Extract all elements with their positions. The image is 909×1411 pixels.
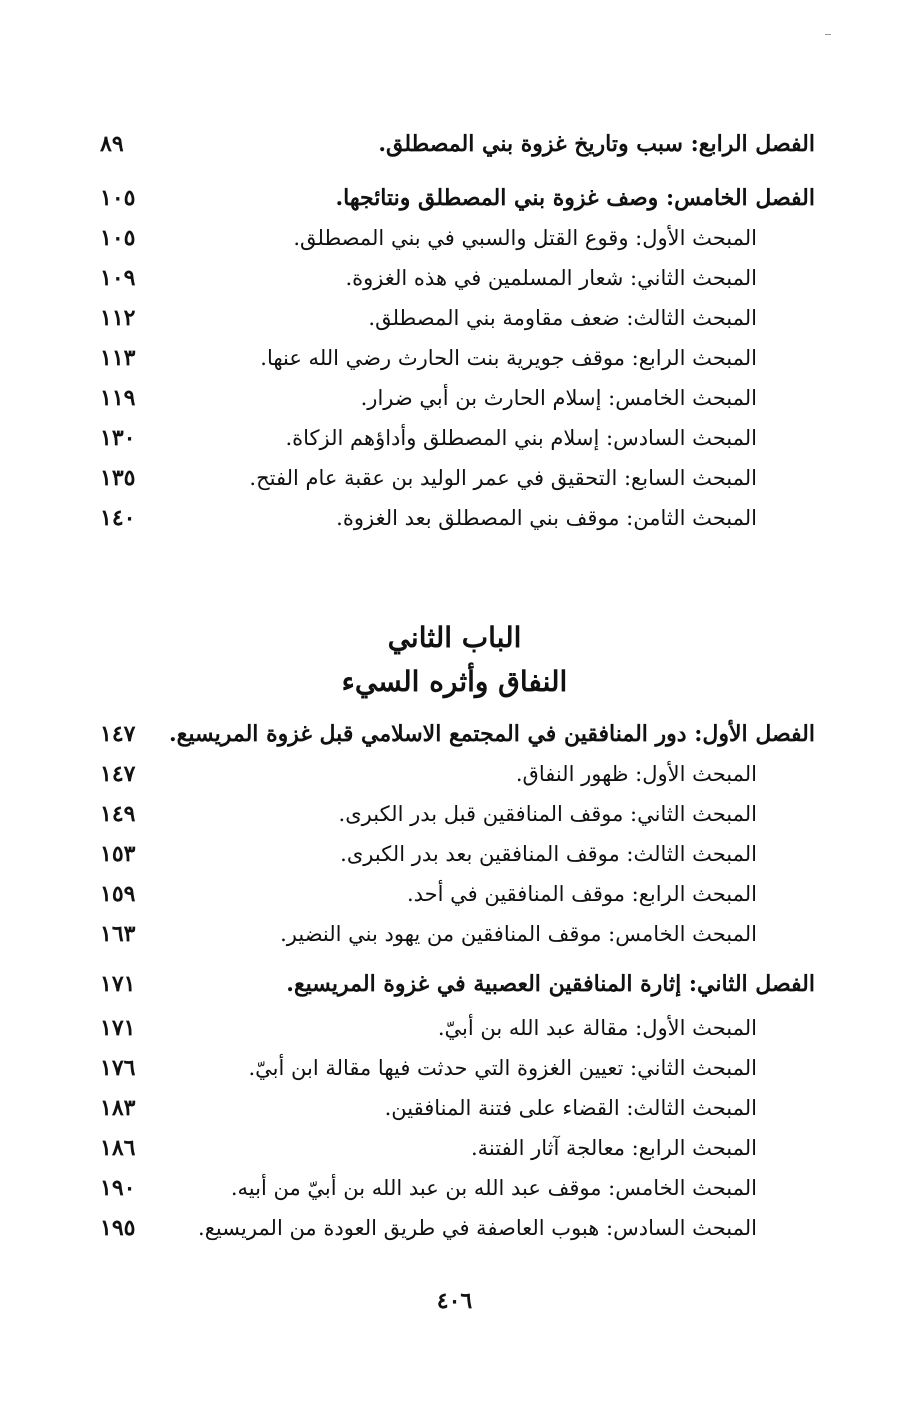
toc-subsection — [100, 916, 815, 952]
subsection-title: المبحث الرابع: موقف المنافقين في أحد. — [406, 882, 757, 906]
page-ref: ١٠٥ — [100, 225, 136, 251]
page-ref: ٨٩ — [100, 131, 124, 157]
chapter-title: وصف غزوة بني المصطلق ونتائجها. — [335, 185, 659, 211]
toc-subsection — [100, 500, 815, 536]
toc-subsection — [100, 1010, 815, 1046]
chapter-title: سبب وتاريخ غزوة بني المصطلق. — [378, 131, 683, 157]
subsection-title: المبحث السادس: إسلام بني المصطلق وأداؤهم الزكاة. — [285, 426, 757, 450]
page-ref: ١٥٩ — [100, 881, 136, 907]
toc-subsection — [100, 300, 815, 336]
toc-chapter — [100, 126, 815, 162]
chapter-title: دور المنافقين في المجتمع الاسلامي قبل غزوة المريسيع. — [168, 721, 687, 747]
toc-subsection — [100, 796, 815, 832]
page-number: ٤٠٦ — [436, 1288, 473, 1314]
chapter-label: الفصل الرابع: — [690, 131, 815, 157]
toc-chapter — [100, 966, 815, 1002]
page-ref: ١١٢ — [100, 305, 136, 331]
page-ref: ١٨٦ — [100, 1135, 136, 1161]
chapter-label: الفصل الثاني: — [688, 971, 815, 997]
subsection-title: المبحث الثاني: موقف المنافقين قبل بدر الكبرى. — [338, 802, 757, 826]
subsection-title: المبحث الثاني: شعار المسلمين في هذه الغزوة. — [345, 266, 757, 290]
subsection-title: المبحث الأول: مقالة عبد الله بن أبيّ. — [437, 1016, 757, 1040]
subsection-title: المبحث الخامس: موقف المنافقين من يهود بني النضير. — [280, 922, 757, 946]
toc-subsection — [100, 1130, 815, 1166]
subsection-title: المبحث الثالث: ضعف مقاومة بني المصطلق. — [368, 306, 757, 330]
toc-subsection — [100, 756, 815, 792]
subsection-title: المبحث الخامس: موقف عبد الله بن عبد الله بن أبيّ من أبيه. — [230, 1176, 757, 1200]
chapter-label: الفصل الخامس: — [665, 185, 815, 211]
page-ref: ١٧١ — [100, 1015, 136, 1041]
page-ref: ١٤٩ — [100, 801, 136, 827]
page-ref: ١٣٠ — [100, 425, 136, 451]
subsection-title: المبحث الثاني: تعيين الغزوة التي حدثت فيها مقالة ابن أبيّ. — [248, 1056, 757, 1080]
toc-chapter — [100, 716, 815, 752]
toc-subsection — [100, 260, 815, 296]
page-ref: ١٦٣ — [100, 921, 136, 947]
subsection-title: المبحث السادس: هبوب العاصفة في طريق العودة من المريسيع. — [198, 1216, 757, 1240]
toc-subsection — [100, 1170, 815, 1206]
subsection-title: المبحث الأول: وقوع القتل والسبي في بني المصطلق. — [293, 226, 757, 250]
chapter-label: الفصل الأول: — [694, 721, 815, 747]
page-ref: ١٨٣ — [100, 1095, 136, 1121]
toc-subsection — [100, 836, 815, 872]
subsection-title: المبحث السابع: التحقيق في عمر الوليد بن عقبة عام الفتح. — [249, 466, 757, 490]
toc-subsection — [100, 420, 815, 456]
subsection-title: المبحث الثالث: القضاء على فتنة المنافقين. — [384, 1096, 757, 1120]
toc-chapter — [100, 180, 815, 216]
page-ref: ١١٩ — [100, 385, 136, 411]
page-ref: ١٤٠ — [100, 505, 136, 531]
chapter-title: إثارة المنافقين العصبية في غزوة المريسيع. — [286, 971, 682, 997]
page-ref: ١٠٩ — [100, 265, 136, 291]
toc-subsection — [100, 220, 815, 256]
subsection-title: المبحث الأول: ظهور النفاق. — [515, 762, 757, 786]
subsection-title: المبحث الخامس: إسلام الحارث بن أبي ضرار. — [360, 386, 757, 410]
subsection-title: المبحث الثامن: موقف بني المصطلق بعد الغزوة. — [336, 506, 757, 530]
page-ref: ١٠٥ — [100, 185, 136, 211]
toc-subsection — [100, 1050, 815, 1086]
toc-subsection — [100, 380, 815, 416]
toc-subsection — [100, 876, 815, 912]
subsection-title: المبحث الثالث: موقف المنافقين بعد بدر الكبرى. — [340, 842, 757, 866]
subsection-title: المبحث الرابع: موقف جويرية بنت الحارث رضي الله عنها. — [260, 346, 757, 370]
page-ref: ١٧١ — [100, 971, 136, 997]
page-ref: ١٥٣ — [100, 841, 136, 867]
toc-subsection — [100, 340, 815, 376]
subsection-title: المبحث الرابع: معالجة آثار الفتنة. — [470, 1136, 757, 1160]
toc-subsection — [100, 1210, 815, 1246]
section-heading-line1: الباب الثاني — [387, 621, 522, 654]
page-ref: ١٩٥ — [100, 1215, 136, 1241]
page-ref: ١٧٦ — [100, 1055, 136, 1081]
toc-subsection — [100, 460, 815, 496]
scan-mark — [825, 34, 831, 35]
page-ref: ١٣٥ — [100, 465, 136, 491]
page-ref: ١٩٠ — [100, 1175, 136, 1201]
page-ref: ١٤٧ — [100, 761, 136, 787]
toc-subsection — [100, 1090, 815, 1126]
page-ref: ١١٣ — [100, 345, 136, 371]
page-ref: ١٤٧ — [100, 721, 136, 747]
section-heading-line2: النفاق وأثره السيء — [341, 665, 568, 698]
